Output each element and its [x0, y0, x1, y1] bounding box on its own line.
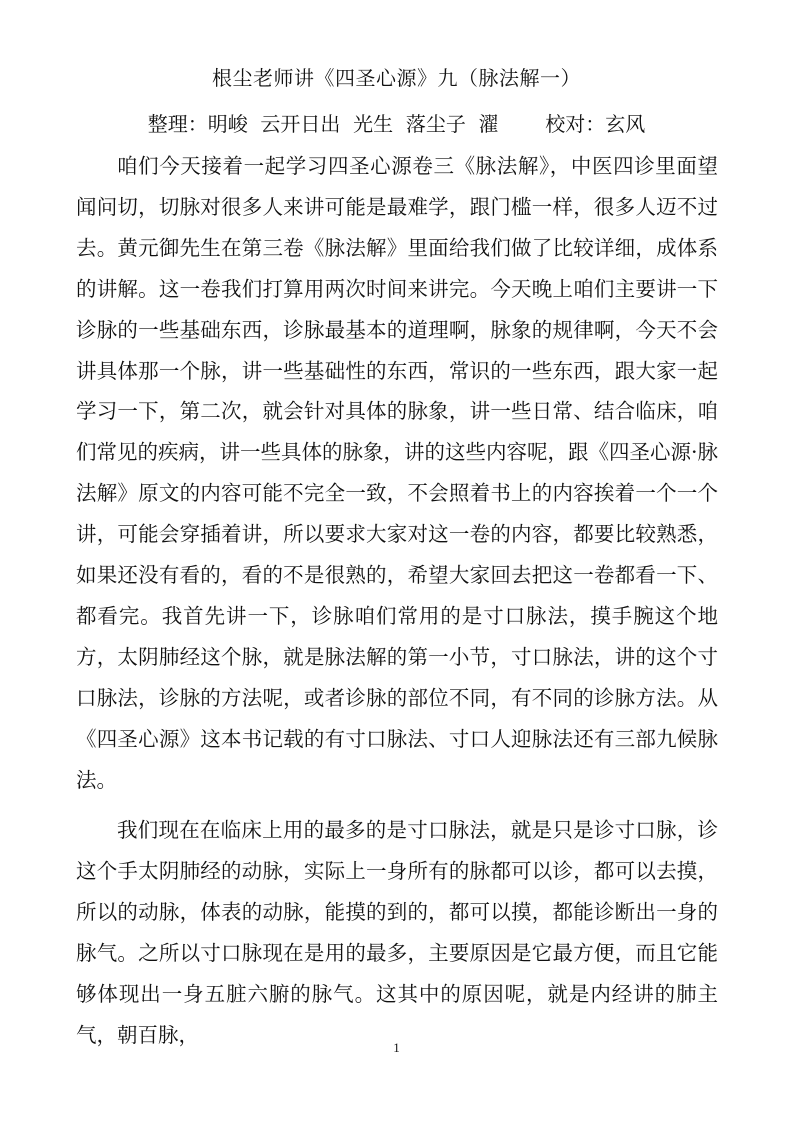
body-paragraph-2: 我们现在在临床上用的最多的是寸口脉法，就是只是诊寸口脉，诊这个手太阴肺经的动脉，实际上一身所有的脉都可以诊，都可以去摸，所以的动脉，体表的动脉，能摸的到的，都可以摸，都能诊断出一身的脉气。之所以寸口脉现在是用的最多，主要原因是它最方便，而且它能够体现出一身五脏六腑的脉气。这其中的原因呢，就是内经讲的肺主气，朝百脉，	[76, 818, 718, 1047]
body-paragraph-1: 咱们今天接着一起学习四圣心源卷三《脉法解》，中医四诊里面望闻问切，切脉对很多人来讲可能是最难学，跟门槛一样，很多人迈不过去。黄元御先生在第三卷《脉法解》里面给我们做了比较详细，成体系的讲解。这一卷我们打算用两次时间来讲完。今天晚上咱们主要讲一下诊脉的一些基础东西，诊脉最基本的道理啊，脉象的规律啊，今天不会讲具体那一个脉，讲一些基础性的东西，常识的一些东西，跟大家一起学习一下，第二次，就会针对具体的脉象，讲一些日常、结合临床，咱们常见的疾病，讲一些具体的脉象，讲的这些内容呢，跟《四圣心源·脉法解》原文的内容可能不完全一致，不会照着书上的内容挨着一个一个讲，可能会穿插着讲，所以要求大家对这一卷的内容，都要比较熟悉，如果还没有看的，看的不是很熟的，希望大家回去把这一卷都看一下、都看完。我首先讲一下，诊脉咱们常用的是寸口脉法，摸手腕这个地方，太阴肺经这个脉，就是脉法解的第一小节，寸口脉法，讲的这个寸口脉法，诊脉的方法呢，或者诊脉的部位不同，有不同的诊脉方法。从《四圣心源》这本书记载的有寸口脉法、寸口人迎脉法还有三部九候脉法。	[76, 154, 719, 792]
organizers-credit: 整理：明峻 云开日出 光生 落尘子 濯	[147, 112, 499, 136]
page-number: 1	[393, 1040, 400, 1055]
proofreader-credit: 校对：玄风	[545, 112, 646, 136]
document-title: 根尘老师讲《四圣心源》九（脉法解一）	[212, 66, 581, 90]
credits-line	[0, 110, 793, 138]
